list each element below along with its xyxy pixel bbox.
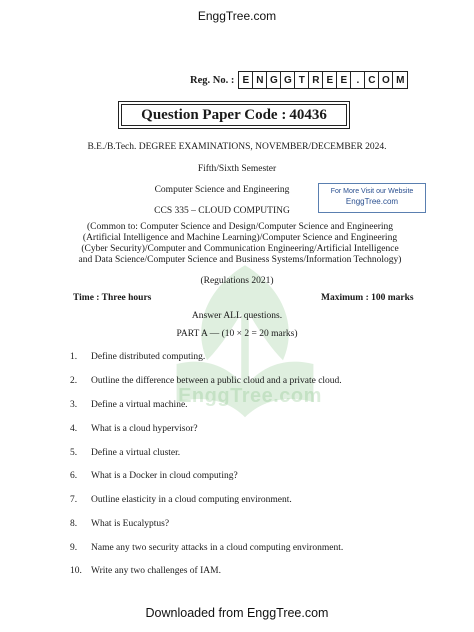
reg-no-char: M <box>396 74 405 86</box>
question-text: What is a cloud hypervisor? <box>91 424 198 434</box>
website-promo-box[interactable] <box>318 183 426 213</box>
reg-no-char: T <box>295 72 309 88</box>
reg-no-field <box>190 71 408 89</box>
question-number: 9. <box>70 543 78 553</box>
site-header: EnggTree.com <box>197 9 277 23</box>
exam-title: B.E./B.Tech. DEGREE EXAMINATIONS, NOVEMBER/DECEMBER 2024. <box>87 142 387 152</box>
department: Computer Science and Engineering <box>154 185 290 195</box>
question-text: Outline the difference between a public cloud and a private cloud. <box>91 376 342 386</box>
question-text: Name any two security attacks in a cloud computing environment. <box>91 543 344 553</box>
question-number: 6. <box>70 471 78 481</box>
reg-no-char: O <box>379 72 393 88</box>
reg-no-char: . <box>351 72 365 88</box>
instructions: Answer ALL questions. <box>191 311 283 321</box>
reg-no-label: Reg. No. : <box>190 74 235 86</box>
semester: Fifth/Sixth Semester <box>197 164 277 174</box>
exam-duration: Time : Three hours <box>73 293 152 303</box>
course-title: CCS 335 – CLOUD COMPUTING <box>154 206 290 216</box>
regulations: (Regulations 2021) <box>200 276 274 286</box>
watermark-text: EnggTree.com <box>178 385 322 407</box>
question-number: 5. <box>70 448 78 458</box>
common-to-line: (Cyber Security)/Computer and Communication Engineering/Artificial Intelligence <box>81 244 399 254</box>
question-number: 2. <box>70 376 78 386</box>
question-paper-code-label: Question Paper Code : <box>141 106 287 123</box>
reg-no-char: E <box>239 72 253 88</box>
question-text: Outline elasticity in a cloud computing environment. <box>91 495 292 505</box>
part-a-heading: PART A — (10 × 2 = 20 marks) <box>176 329 298 339</box>
download-footer: Downloaded from EnggTree.com <box>145 606 329 620</box>
question-number: 7. <box>70 495 78 505</box>
question-text: What is Eucalyptus? <box>91 519 170 529</box>
common-to-line: and Data Science/Computer Science and Business Systems/Information Technology) <box>78 255 402 265</box>
question-paper-code: 40436 <box>289 106 327 123</box>
reg-no-char: G <box>281 72 295 88</box>
question-number: 10. <box>70 566 82 576</box>
reg-no-char: C <box>365 72 379 88</box>
question-text: Define a virtual cluster. <box>91 448 181 458</box>
reg-no-char: G <box>267 72 281 88</box>
question-text: Define a virtual machine. <box>91 400 188 410</box>
maximum-marks: Maximum : 100 marks <box>321 293 414 303</box>
website-promo-line1: For More Visit our Website <box>330 188 414 195</box>
common-to-line: (Common to: Computer Science and Design/Computer Science and Engineering <box>86 222 394 232</box>
website-promo-link[interactable]: EnggTree.com <box>345 197 399 206</box>
reg-no-char: E <box>337 72 351 88</box>
question-text: What is a Docker in cloud computing? <box>91 471 238 481</box>
question-paper-code-box <box>118 101 350 129</box>
question-number: 3. <box>70 400 78 410</box>
reg-no-char: R <box>309 72 323 88</box>
reg-no-char: E <box>323 72 337 88</box>
common-to-block <box>60 222 420 266</box>
question-text: Define distributed computing. <box>91 352 206 362</box>
question-number: 1. <box>70 352 78 362</box>
question-text: Write any two challenges of IAM. <box>91 566 221 576</box>
reg-no-char: N <box>253 72 267 88</box>
common-to-line: (Artificial Intelligence and Machine Learning)/Computer Science and Engineering <box>82 233 398 243</box>
question-number: 4. <box>70 424 78 434</box>
reg-no-boxes <box>238 71 408 89</box>
question-number: 8. <box>70 519 78 529</box>
